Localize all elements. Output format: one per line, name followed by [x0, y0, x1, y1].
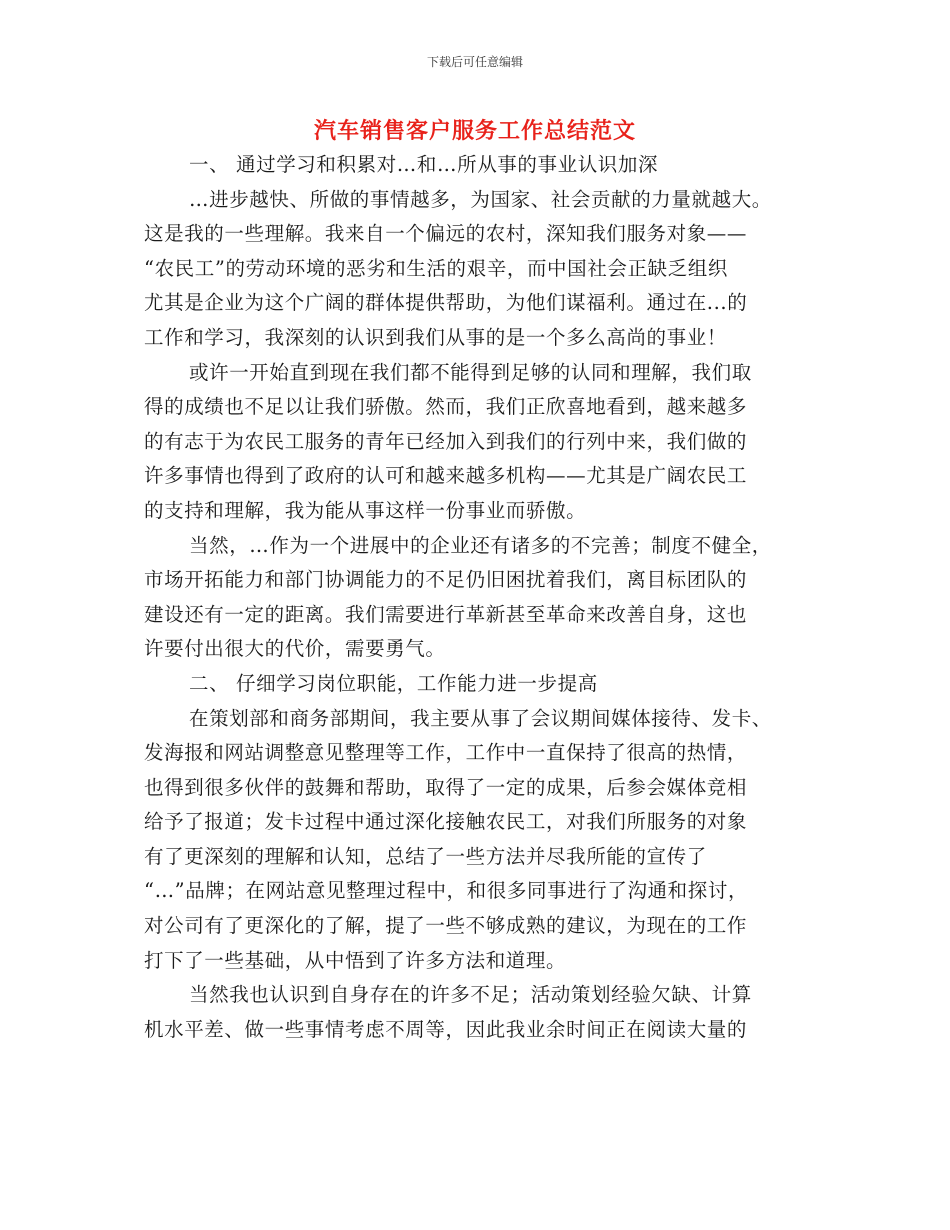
- text-line: 在策划部和商务部期间，我主要从事了会议期间媒体接待、发卡、: [189, 706, 772, 730]
- text-line: 打下了一些基础，从中悟到了许多方法和道理。: [144, 948, 567, 972]
- text-line: 的支持和理解，我为能从事这样一份事业而骄傲。: [144, 498, 587, 522]
- text-line: 这是我的一些理解。我来自一个偏远的农村，深知我们服务对象——: [144, 222, 748, 246]
- text-line: “…”品牌；在网站意见整理过程中，和很多同事进行了沟通和探讨，: [144, 879, 749, 903]
- text-line: …进步越快、所做的事情越多，为国家、社会贡献的力量就越大。: [189, 187, 772, 211]
- text-line: 机水平差、做一些事情考虑不周等，因此我业余时间正在阅读大量的: [144, 1017, 748, 1041]
- document-title: 汽车销售客户服务工作总结范文: [313, 119, 636, 144]
- text-line: 或许一开始直到现在我们都不能得到足够的认同和理解，我们取: [189, 360, 752, 384]
- text-line: 工作和学习，我深刻的认识到我们从事的是一个多么高尚的事业！: [144, 325, 727, 349]
- text-line: 建设还有一定的距离。我们需要进行革新甚至革命来改善自身，这也: [144, 602, 748, 626]
- text-line: 尤其是企业为这个广阔的群体提供帮助，为他们谋福利。通过在...的: [144, 291, 748, 315]
- text-line: 当然我也认识到自身存在的许多不足；活动策划经验欠缺、计算: [189, 983, 752, 1007]
- text-line: 一、 通过学习和积累对…和…所从事的事业认识加深: [189, 153, 659, 176]
- text-line: “农民工”的劳动环境的恶劣和生活的艰辛，而中国社会正缺乏组织: [144, 256, 728, 280]
- text-line: 发海报和网站调整意见整理等工作，工作中一直保持了很高的热情，: [144, 741, 748, 765]
- header-note: 下载后可任意编辑: [426, 55, 523, 69]
- text-line: 的有志于为农民工服务的青年已经加入到我们的行列中来，我们做的: [144, 429, 748, 453]
- text-line: 许要付出很大的代价，需要勇气。: [144, 637, 446, 661]
- text-line: 有了更深刻的理解和认知，总结了一些方法并尽我所能的宣传了: [144, 844, 707, 868]
- text-line: 市场开拓能力和部门协调能力的不足仍旧困扰着我们，离目标团队的: [144, 568, 748, 592]
- text-line: 给予了报道；发卡过程中通过深化接触农民工，对我们所服务的对象: [144, 810, 748, 834]
- text-line: 得的成绩也不足以让我们骄傲。然而，我们正欣喜地看到，越来越多: [144, 395, 748, 419]
- text-line: 也得到很多伙伴的鼓舞和帮助，取得了一定的成果，后参会媒体竞相: [144, 775, 748, 799]
- text-line: 对公司有了更深化的了解，提了一些不够成熟的建议，为现在的工作: [144, 914, 748, 938]
- document-body: [144, 148, 806, 1047]
- text-line: 二、 仔细学习岗位职能，工作能力进一步提高: [189, 671, 598, 695]
- text-line: 当然，…作为一个进展中的企业还有诸多的不完善；制度不健全，: [189, 533, 772, 557]
- text-line: 许多事情也得到了政府的认可和越来越多机构——尤其是广阔农民工: [144, 464, 748, 488]
